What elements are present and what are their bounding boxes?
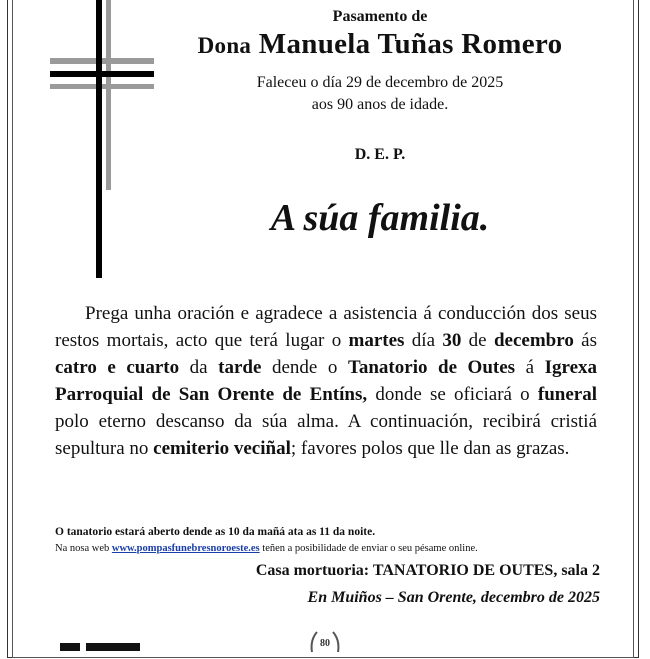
website-link[interactable]: www.pompasfunebresnoroeste.es	[111, 543, 260, 554]
family-heading: A súa familia.	[270, 197, 490, 239]
death-date: Faleceu o día 29 de decembro de 2025	[256, 74, 504, 91]
pasamento-heading: Pasamento de	[332, 8, 428, 25]
anniversary-badge-icon	[308, 628, 342, 654]
place-date: En Muiños – San Orente, decembro de 2025	[307, 589, 600, 606]
dep-text: D. E. P.	[354, 146, 406, 163]
age: aos 90 anos de idade.	[311, 96, 449, 113]
web-note: Na nosa web www.pompasfunebresnoroeste.es teñen a posibilidade de enviar o seu pésame online.	[55, 543, 478, 554]
cross-icon	[50, 0, 160, 280]
dona-title: Dona	[197, 33, 252, 58]
deceased-full-name: Manuela Tuñas Romero	[258, 28, 563, 60]
tanatorio-hours-note: O tanatorio estará aberto dende as 10 da mañá ata as 11 da noite.	[55, 526, 376, 538]
announcement-body: Prega unha oración e agradece a asistencia á conducción dos seus restos mortais, acto que terá lugar o martes día 30 de decembro ás catro e cuarto da tarde dende o Tanatorio de Outes á Igrexa Parroquial de San Orente de Entíns, donde se oficiará o funeral polo eterno descanso da súa alma. A continuación, recibirá cristiá sepultura no cemiterio veciñal; favores polos que lle dan as grazas.	[55, 303, 598, 459]
deceased-name	[170, 28, 590, 61]
svg-text:80: 80	[320, 638, 330, 649]
casa-mortuoria: Casa mortuoria: TANATORIO DE OUTES, sala 2	[255, 562, 600, 579]
